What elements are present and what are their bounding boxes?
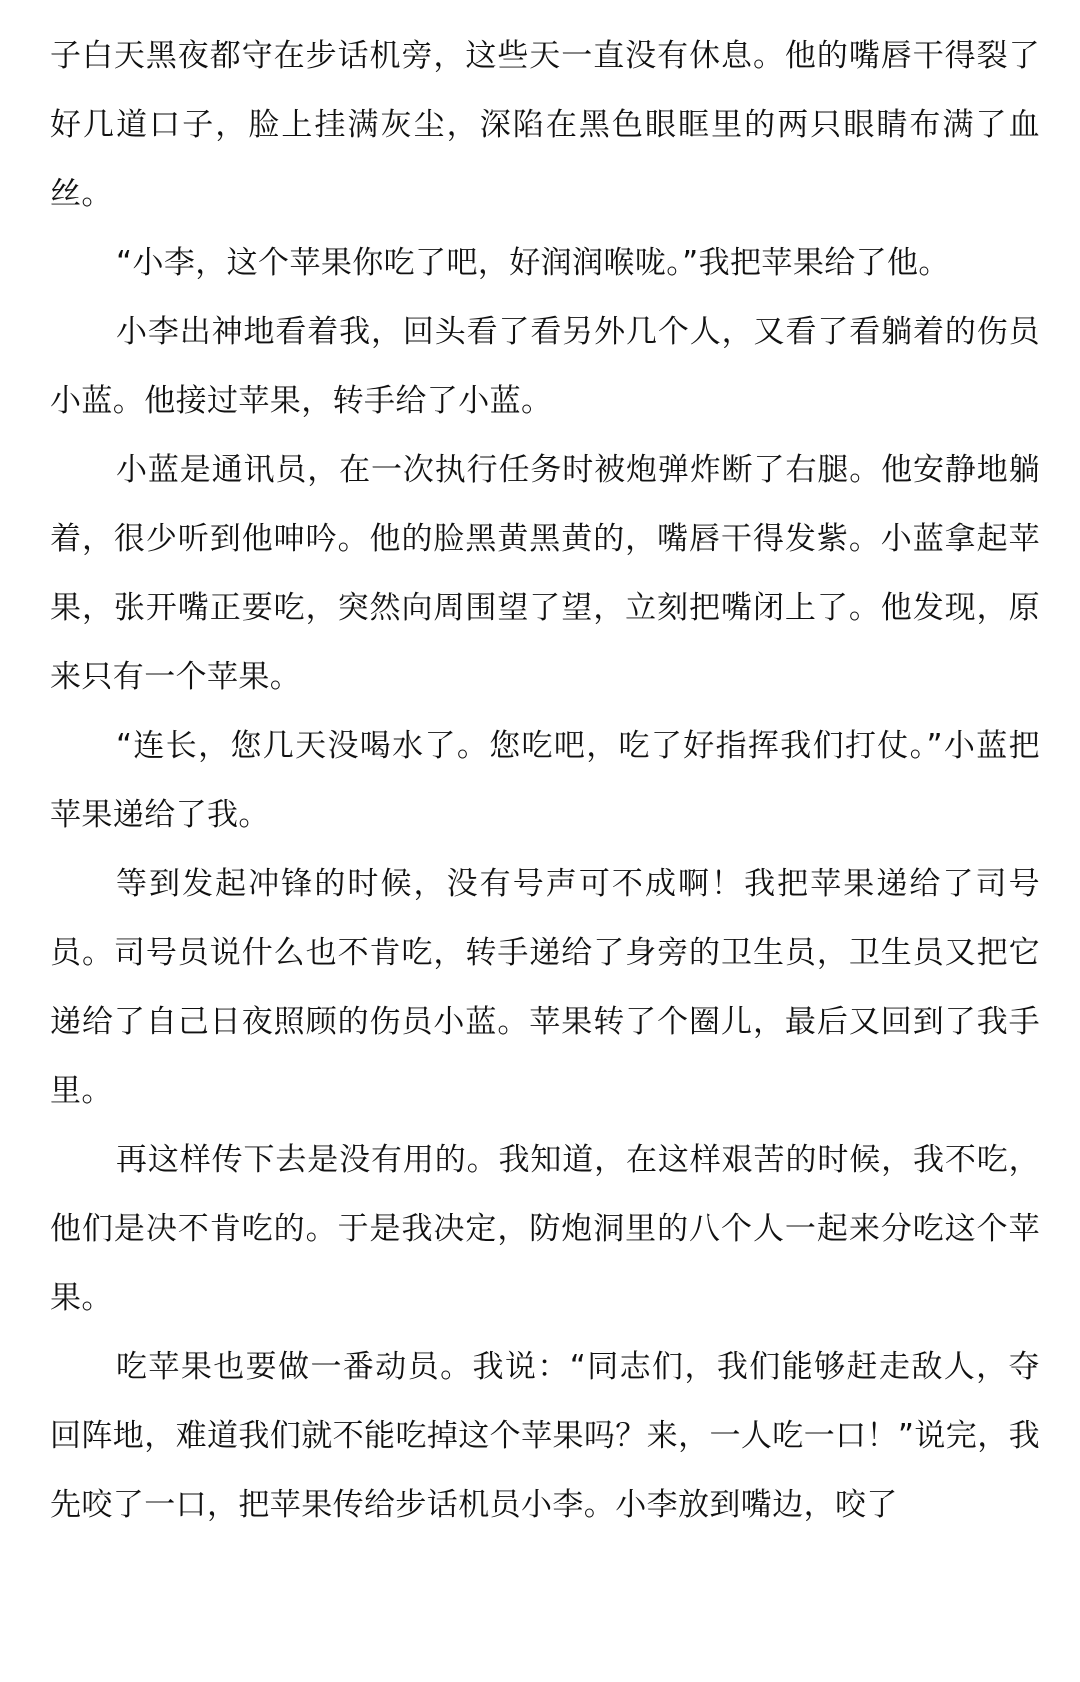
paragraph: 等到发起冲锋的时候，没有号声可不成啊！我把苹果递给了司号员。司号员说什么也不肯吃，转手递给了身旁的卫生员，卫生员又把它递给了自己日夜照顾的伤员小蓝。苹果转了个圈儿，最后又回到了我手里。	[50, 866, 1040, 1109]
paragraph: “小李，这个苹果你吃了吧，好润润喉咙。”我把苹果给了他。	[116, 245, 950, 281]
paragraph: 吃苹果也要做一番动员。我说：“同志们，我们能够赶走敌人，夺回阵地，难道我们就不能吃掉这个苹果吗？来，一人吃一口！”说完，我先咬了一口，把苹果传给步话机员小李。小李放到嘴边，咬了	[50, 1349, 1040, 1523]
document-page	[50, 0, 1040, 1540]
paragraph: “连长，您几天没喝水了。您吃吧，吃了好指挥我们打仗。”小蓝把苹果递给了我。	[50, 728, 1040, 833]
paragraph: 小李出神地看着我，回头看了看另外几个人，又看了看躺着的伤员小蓝。他接过苹果，转手给了小蓝。	[50, 314, 1040, 419]
paragraph: 子白天黑夜都守在步话机旁，这些天一直没有休息。他的嘴唇干得裂了好几道口子，脸上挂满灰尘，深陷在黑色眼眶里的两只眼睛布满了血丝。	[50, 38, 1040, 212]
paragraph: 再这样传下去是没有用的。我知道，在这样艰苦的时候，我不吃，他们是决不肯吃的。于是我决定，防炮洞里的八个人一起来分吃这个苹果。	[50, 1142, 1040, 1316]
paragraph: 小蓝是通讯员，在一次执行任务时被炮弹炸断了右腿。他安静地躺着，很少听到他呻吟。他的脸黑黄黑黄的，嘴唇干得发紫。小蓝拿起苹果，张开嘴正要吃，突然向周围望了望，立刻把嘴闭上了。他发现，原来只有一个苹果。	[50, 452, 1040, 695]
